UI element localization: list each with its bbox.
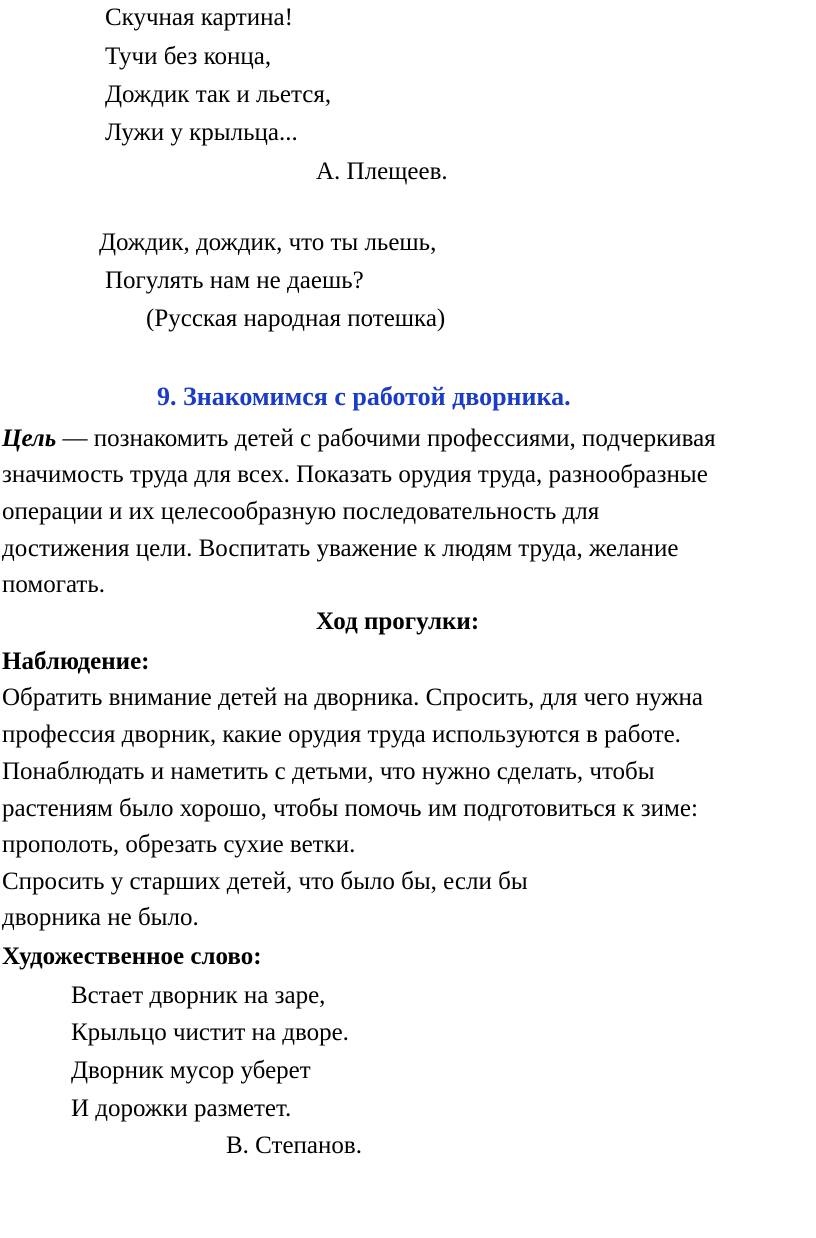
poem2-line-1: Дождик, дождик, что ты льешь,	[99, 229, 437, 256]
poem1-line-1: Скучная картина!	[105, 4, 293, 31]
observation-line-4: растениям было хорошо, чтобы помочь им подготовиться к зиме:	[2, 795, 698, 822]
poem1-line-4: Лужи у крыльца...	[105, 119, 298, 146]
observation-line-5: прополоть, обрезать сухие ветки.	[2, 831, 356, 858]
goal-line-4: достижения цели. Воспитать уважение к людям труда, желание	[2, 535, 679, 562]
poem3-line-1: Встает дворник на заре,	[71, 982, 326, 1009]
poem1-line-3: Дождик так и льется,	[105, 81, 332, 108]
observation-line-7: дворника не было.	[2, 904, 199, 931]
poem2-source: (Русская народная потешка)	[146, 305, 446, 332]
observation-line-2: профессия дворник, какие орудия труда используются в работе.	[2, 721, 681, 748]
observation-line-3: Понаблюдать и наметить с детьми, что нужно сделать, чтобы	[2, 758, 655, 785]
goal-line-3: операции и их целесообразную последовательность для	[2, 498, 600, 525]
goal-label: Цель	[2, 425, 57, 452]
poem3-line-2: Крыльцо чистит на дворе.	[71, 1019, 349, 1046]
observation-heading: Наблюдение:	[2, 648, 150, 675]
goal-line-5: помогать.	[2, 571, 106, 598]
goal-line-1	[2, 424, 716, 454]
poem1-line-2: Тучи без конца,	[105, 43, 272, 70]
walk-heading: Ход прогулки:	[316, 608, 480, 635]
goal-line-2: значимость труда для всех. Показать орудия труда, разнообразные	[2, 461, 708, 488]
poem3-author: В. Степанов.	[226, 1132, 362, 1159]
goal-text: — познакомить детей с рабочими профессиями, подчеркивая	[56, 425, 716, 452]
observation-line-6: Спросить у старших детей, что было бы, если бы	[2, 868, 528, 895]
section-title: 9. Знакомимся с работой дворника.	[157, 382, 571, 411]
art-word-heading: Художественное слово:	[2, 943, 262, 970]
poem2-line-2: Погулять нам не даешь?	[105, 267, 364, 294]
poem3-line-4: И дорожки разметет.	[71, 1095, 292, 1122]
poem1-author: А. Плещеев.	[316, 158, 448, 185]
observation-line-1: Обратить внимание детей на дворника. Спросить, для чего нужна	[2, 684, 703, 711]
poem3-line-3: Дворник мусор уберет	[71, 1057, 311, 1084]
